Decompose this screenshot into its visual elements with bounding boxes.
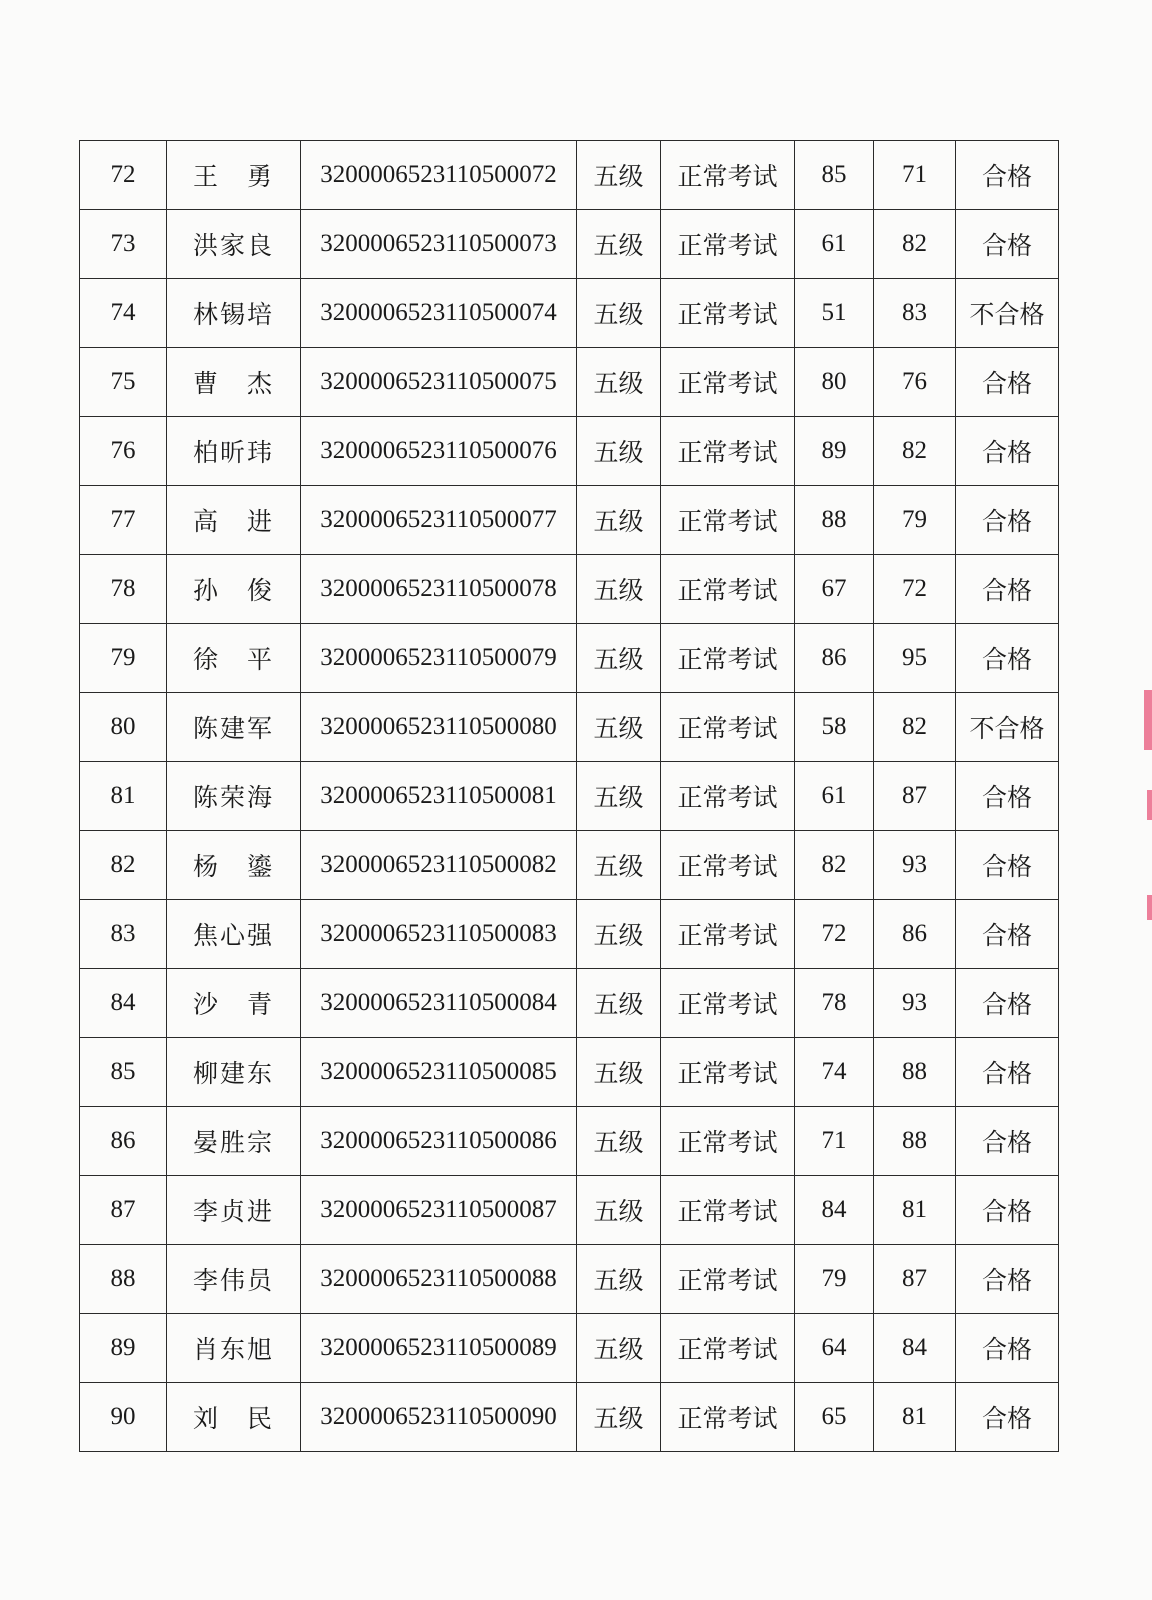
- table-row: [80, 693, 1059, 762]
- table-row: [80, 1245, 1059, 1314]
- cell-number: 83: [80, 900, 167, 969]
- cell-result: 合格: [956, 1176, 1059, 1245]
- cell-score-practical: 82: [874, 693, 956, 762]
- cell-number: 80: [80, 693, 167, 762]
- table-row: [80, 486, 1059, 555]
- table-row: [80, 762, 1059, 831]
- table-row: [80, 1107, 1059, 1176]
- cell-level: 五级: [577, 762, 661, 831]
- cell-exam-type: 正常考试: [661, 831, 795, 900]
- cell-score-practical: 71: [874, 141, 956, 210]
- cell-name: 徐 平: [167, 624, 301, 693]
- cell-result: 合格: [956, 1314, 1059, 1383]
- cell-score-theory: 71: [795, 1107, 874, 1176]
- table-row: [80, 279, 1059, 348]
- cell-level: 五级: [577, 831, 661, 900]
- cell-certificate-id: 3200006523110500072: [301, 141, 577, 210]
- cell-score-practical: 88: [874, 1038, 956, 1107]
- cell-score-practical: 95: [874, 624, 956, 693]
- table-row: [80, 210, 1059, 279]
- cell-number: 76: [80, 417, 167, 486]
- cell-score-theory: 85: [795, 141, 874, 210]
- cell-score-practical: 79: [874, 486, 956, 555]
- cell-level: 五级: [577, 555, 661, 624]
- cell-level: 五级: [577, 210, 661, 279]
- cell-result: 合格: [956, 1107, 1059, 1176]
- cell-score-practical: 87: [874, 762, 956, 831]
- table-row: [80, 900, 1059, 969]
- table-row: [80, 141, 1059, 210]
- cell-score-theory: 65: [795, 1383, 874, 1452]
- cell-certificate-id: 3200006523110500073: [301, 210, 577, 279]
- cell-number: 86: [80, 1107, 167, 1176]
- cell-level: 五级: [577, 486, 661, 555]
- cell-certificate-id: 3200006523110500082: [301, 831, 577, 900]
- cell-number: 79: [80, 624, 167, 693]
- cell-exam-type: 正常考试: [661, 1245, 795, 1314]
- cell-level: 五级: [577, 348, 661, 417]
- cell-level: 五级: [577, 693, 661, 762]
- stamp-fragment: [1147, 790, 1152, 820]
- cell-score-theory: 84: [795, 1176, 874, 1245]
- cell-name: 洪家良: [167, 210, 301, 279]
- cell-certificate-id: 3200006523110500084: [301, 969, 577, 1038]
- cell-score-theory: 72: [795, 900, 874, 969]
- cell-score-practical: 84: [874, 1314, 956, 1383]
- cell-score-practical: 83: [874, 279, 956, 348]
- cell-name: 曹 杰: [167, 348, 301, 417]
- cell-score-theory: 67: [795, 555, 874, 624]
- cell-result: 合格: [956, 1383, 1059, 1452]
- cell-score-practical: 93: [874, 969, 956, 1038]
- cell-certificate-id: 3200006523110500081: [301, 762, 577, 831]
- cell-exam-type: 正常考试: [661, 1176, 795, 1245]
- cell-exam-type: 正常考试: [661, 417, 795, 486]
- cell-number: 82: [80, 831, 167, 900]
- cell-exam-type: 正常考试: [661, 1107, 795, 1176]
- cell-score-theory: 86: [795, 624, 874, 693]
- cell-level: 五级: [577, 417, 661, 486]
- cell-name: 林锡培: [167, 279, 301, 348]
- cell-score-theory: 61: [795, 210, 874, 279]
- results-table: [79, 140, 1059, 1452]
- cell-number: 88: [80, 1245, 167, 1314]
- cell-level: 五级: [577, 1107, 661, 1176]
- cell-result: 合格: [956, 1245, 1059, 1314]
- cell-level: 五级: [577, 1038, 661, 1107]
- cell-level: 五级: [577, 900, 661, 969]
- cell-number: 78: [80, 555, 167, 624]
- cell-certificate-id: 3200006523110500085: [301, 1038, 577, 1107]
- cell-exam-type: 正常考试: [661, 486, 795, 555]
- cell-level: 五级: [577, 1176, 661, 1245]
- cell-exam-type: 正常考试: [661, 1314, 795, 1383]
- cell-number: 84: [80, 969, 167, 1038]
- cell-exam-type: 正常考试: [661, 210, 795, 279]
- cell-result: 合格: [956, 555, 1059, 624]
- cell-result: 合格: [956, 486, 1059, 555]
- cell-exam-type: 正常考试: [661, 969, 795, 1038]
- cell-name: 沙 青: [167, 969, 301, 1038]
- cell-name: 陈荣海: [167, 762, 301, 831]
- cell-score-theory: 82: [795, 831, 874, 900]
- cell-score-practical: 81: [874, 1176, 956, 1245]
- cell-name: 高 进: [167, 486, 301, 555]
- cell-score-practical: 72: [874, 555, 956, 624]
- cell-score-practical: 82: [874, 210, 956, 279]
- cell-result: 合格: [956, 969, 1059, 1038]
- cell-number: 74: [80, 279, 167, 348]
- cell-score-theory: 78: [795, 969, 874, 1038]
- cell-score-theory: 80: [795, 348, 874, 417]
- table-body: [80, 141, 1059, 1452]
- cell-number: 85: [80, 1038, 167, 1107]
- cell-result: 合格: [956, 348, 1059, 417]
- cell-number: 90: [80, 1383, 167, 1452]
- table-row: [80, 348, 1059, 417]
- cell-exam-type: 正常考试: [661, 555, 795, 624]
- cell-certificate-id: 3200006523110500088: [301, 1245, 577, 1314]
- cell-number: 81: [80, 762, 167, 831]
- table-row: [80, 624, 1059, 693]
- cell-certificate-id: 3200006523110500078: [301, 555, 577, 624]
- table-row: [80, 831, 1059, 900]
- cell-number: 72: [80, 141, 167, 210]
- cell-name: 肖东旭: [167, 1314, 301, 1383]
- cell-score-practical: 93: [874, 831, 956, 900]
- cell-number: 73: [80, 210, 167, 279]
- table-row: [80, 417, 1059, 486]
- cell-result: 合格: [956, 624, 1059, 693]
- cell-exam-type: 正常考试: [661, 693, 795, 762]
- cell-score-theory: 89: [795, 417, 874, 486]
- cell-exam-type: 正常考试: [661, 900, 795, 969]
- cell-number: 75: [80, 348, 167, 417]
- cell-name: 王 勇: [167, 141, 301, 210]
- cell-level: 五级: [577, 624, 661, 693]
- cell-level: 五级: [577, 141, 661, 210]
- cell-result: 合格: [956, 900, 1059, 969]
- cell-name: 孙 俊: [167, 555, 301, 624]
- cell-exam-type: 正常考试: [661, 348, 795, 417]
- cell-exam-type: 正常考试: [661, 762, 795, 831]
- table-row: [80, 969, 1059, 1038]
- cell-certificate-id: 3200006523110500086: [301, 1107, 577, 1176]
- cell-name: 柏昕玮: [167, 417, 301, 486]
- table-row: [80, 1176, 1059, 1245]
- cell-certificate-id: 3200006523110500075: [301, 348, 577, 417]
- cell-level: 五级: [577, 279, 661, 348]
- cell-name: 柳建东: [167, 1038, 301, 1107]
- cell-certificate-id: 3200006523110500083: [301, 900, 577, 969]
- cell-score-practical: 82: [874, 417, 956, 486]
- cell-name: 刘 民: [167, 1383, 301, 1452]
- cell-name: 晏胜宗: [167, 1107, 301, 1176]
- cell-certificate-id: 3200006523110500077: [301, 486, 577, 555]
- cell-number: 89: [80, 1314, 167, 1383]
- cell-score-theory: 74: [795, 1038, 874, 1107]
- cell-result: 合格: [956, 141, 1059, 210]
- cell-certificate-id: 3200006523110500087: [301, 1176, 577, 1245]
- cell-level: 五级: [577, 969, 661, 1038]
- cell-score-practical: 86: [874, 900, 956, 969]
- cell-score-practical: 87: [874, 1245, 956, 1314]
- cell-certificate-id: 3200006523110500080: [301, 693, 577, 762]
- stamp-fragment: [1147, 895, 1152, 920]
- cell-exam-type: 正常考试: [661, 141, 795, 210]
- cell-certificate-id: 3200006523110500090: [301, 1383, 577, 1452]
- cell-number: 77: [80, 486, 167, 555]
- table-row: [80, 555, 1059, 624]
- cell-result: 合格: [956, 417, 1059, 486]
- cell-score-practical: 76: [874, 348, 956, 417]
- cell-exam-type: 正常考试: [661, 624, 795, 693]
- cell-score-theory: 51: [795, 279, 874, 348]
- cell-exam-type: 正常考试: [661, 1383, 795, 1452]
- cell-level: 五级: [577, 1245, 661, 1314]
- cell-exam-type: 正常考试: [661, 1038, 795, 1107]
- cell-result: 不合格: [956, 693, 1059, 762]
- cell-result: 合格: [956, 831, 1059, 900]
- cell-certificate-id: 3200006523110500079: [301, 624, 577, 693]
- cell-certificate-id: 3200006523110500089: [301, 1314, 577, 1383]
- cell-score-theory: 88: [795, 486, 874, 555]
- cell-score-theory: 79: [795, 1245, 874, 1314]
- cell-name: 陈建军: [167, 693, 301, 762]
- cell-score-theory: 58: [795, 693, 874, 762]
- cell-score-practical: 81: [874, 1383, 956, 1452]
- cell-certificate-id: 3200006523110500074: [301, 279, 577, 348]
- cell-score-theory: 64: [795, 1314, 874, 1383]
- cell-name: 焦心强: [167, 900, 301, 969]
- stamp-fragment: [1144, 690, 1152, 750]
- cell-result: 合格: [956, 762, 1059, 831]
- cell-result: 合格: [956, 1038, 1059, 1107]
- cell-name: 李伟员: [167, 1245, 301, 1314]
- cell-number: 87: [80, 1176, 167, 1245]
- cell-level: 五级: [577, 1383, 661, 1452]
- table-row: [80, 1314, 1059, 1383]
- cell-score-practical: 88: [874, 1107, 956, 1176]
- table-row: [80, 1383, 1059, 1452]
- cell-score-theory: 61: [795, 762, 874, 831]
- cell-result: 不合格: [956, 279, 1059, 348]
- cell-certificate-id: 3200006523110500076: [301, 417, 577, 486]
- cell-result: 合格: [956, 210, 1059, 279]
- table-row: [80, 1038, 1059, 1107]
- cell-level: 五级: [577, 1314, 661, 1383]
- cell-name: 李贞进: [167, 1176, 301, 1245]
- cell-name: 杨 鎏: [167, 831, 301, 900]
- cell-exam-type: 正常考试: [661, 279, 795, 348]
